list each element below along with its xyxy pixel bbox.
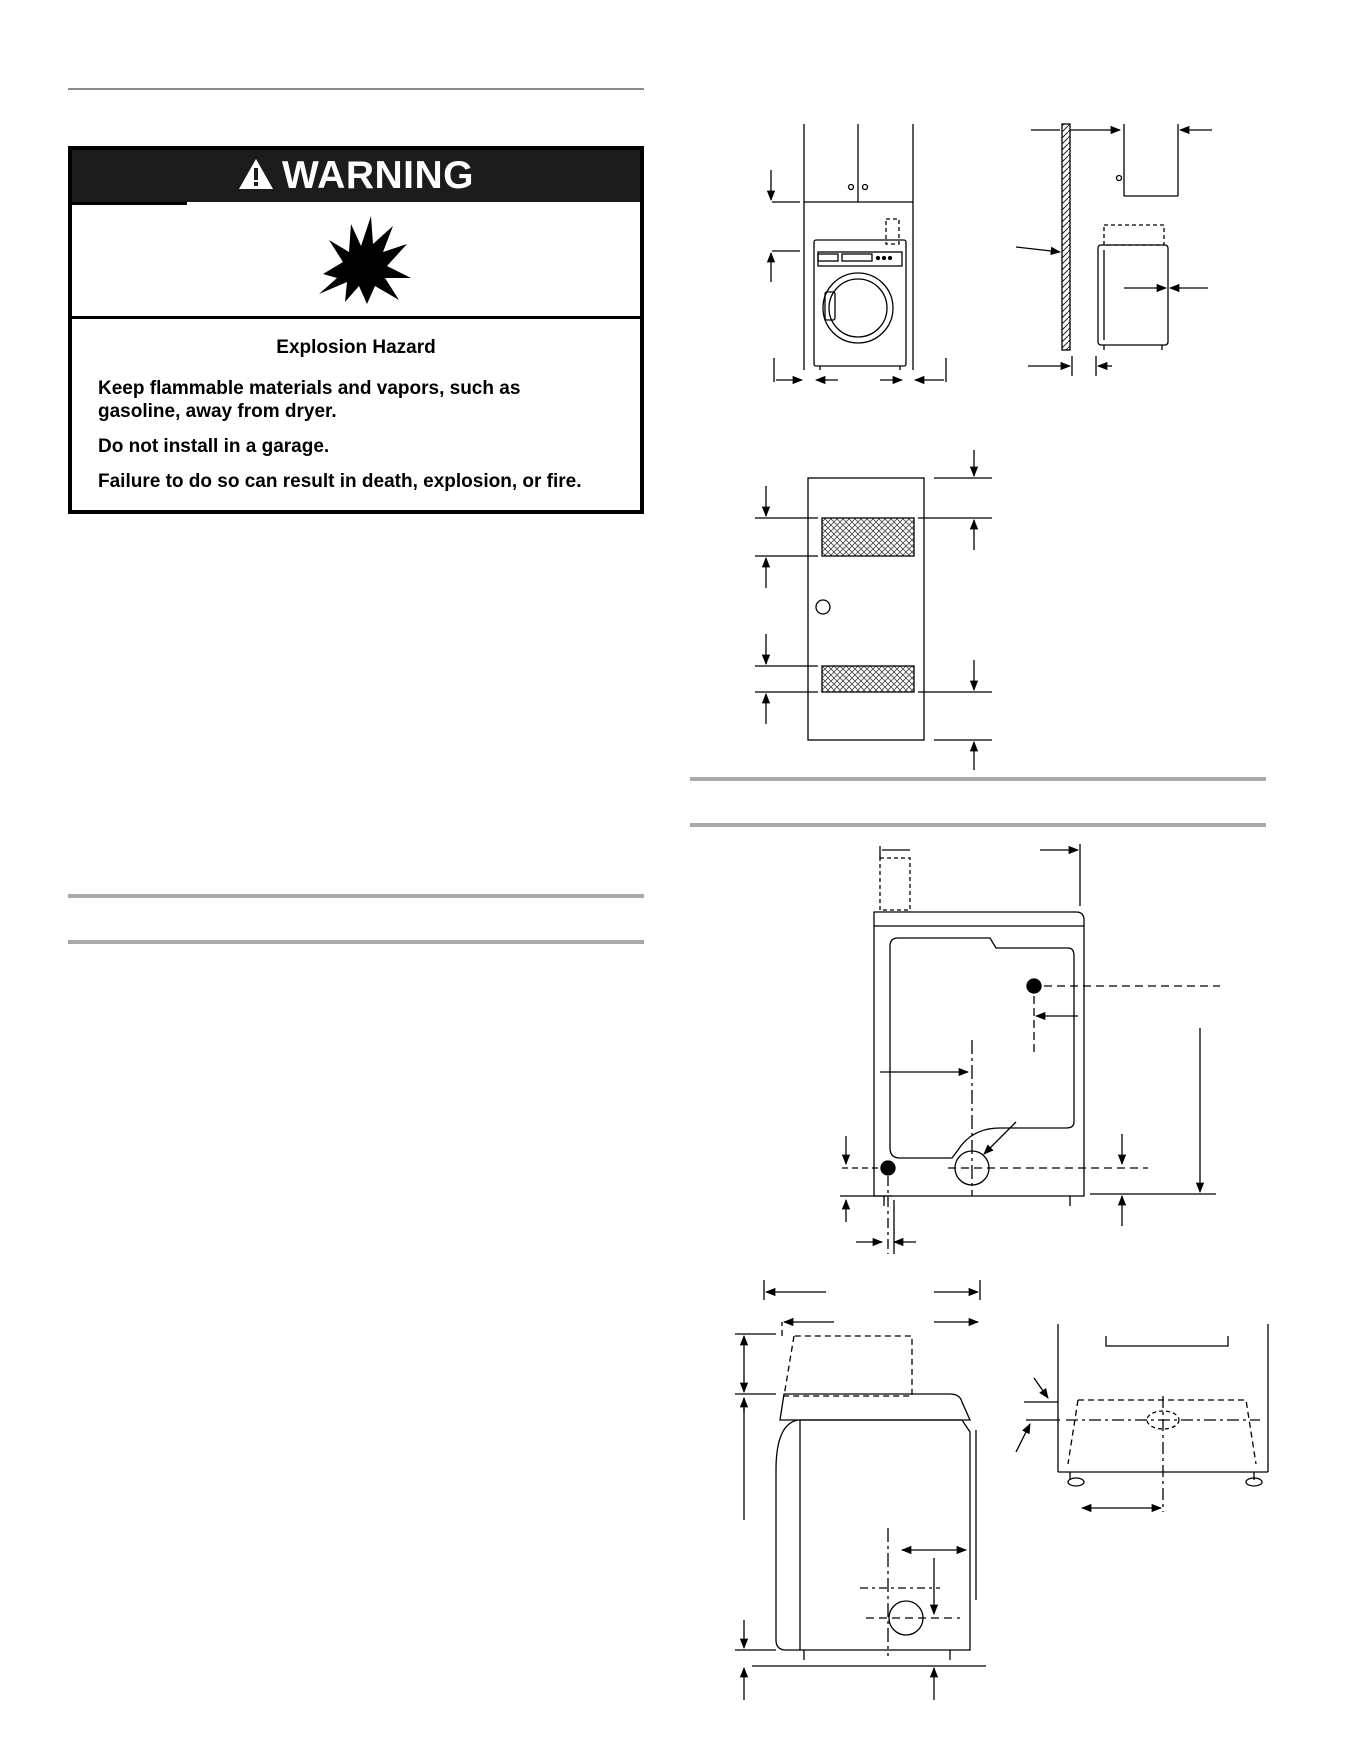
warning-line-1: Keep flammable materials and vapors, such as gasoline, away from dryer. bbox=[98, 378, 521, 422]
closet-door-vents-drawing bbox=[755, 450, 992, 770]
hazard-title: Explosion Hazard bbox=[276, 337, 436, 358]
closet-front-view-drawing bbox=[771, 124, 946, 382]
dryer-side-view-drawing bbox=[735, 1280, 986, 1700]
warning-line-3: Failure to do so can result in death, explosion, or fire. bbox=[98, 471, 582, 492]
dryer-rear-view-drawing bbox=[840, 844, 1220, 1254]
warning-line-2: Do not install in a garage. bbox=[98, 436, 330, 457]
warning-title: WARNING bbox=[282, 154, 474, 197]
closet-side-view-drawing bbox=[1016, 124, 1212, 376]
dryer-base-view-drawing bbox=[1016, 1324, 1268, 1512]
